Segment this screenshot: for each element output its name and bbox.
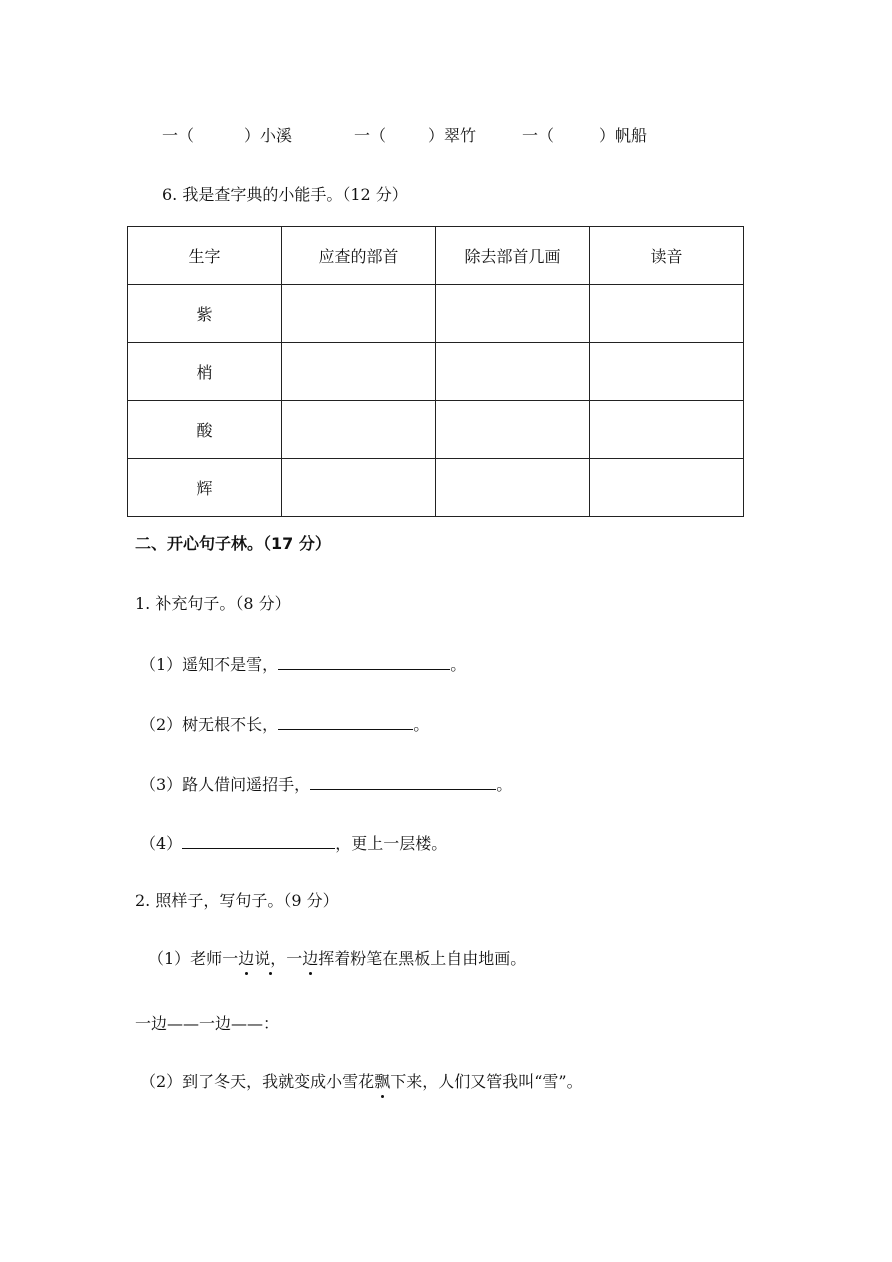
answer-cell[interactable] xyxy=(436,285,590,343)
sentence-prefix: （3）路人借问遥招手， xyxy=(140,775,311,794)
sentence-text: 一 xyxy=(222,949,239,968)
answer-cell[interactable] xyxy=(590,343,744,401)
measure-word-item-3 xyxy=(522,126,647,146)
table-header-cell: 生字 xyxy=(128,227,282,285)
table-row xyxy=(128,401,744,459)
table-row xyxy=(128,285,744,343)
table-header-cell: 应查的部首 xyxy=(282,227,436,285)
answer-cell[interactable] xyxy=(590,401,744,459)
measure-word-prefix: 一（ xyxy=(162,126,195,145)
table-header-cell: 除去部首几画 xyxy=(436,227,590,285)
emphasis-char: 边 xyxy=(238,949,255,968)
sentence-prefix: （2）树无根不长， xyxy=(140,715,279,734)
fill-sentence-3 xyxy=(140,773,512,795)
answer-cell[interactable] xyxy=(436,459,590,517)
measure-word-prefix: 一（ xyxy=(522,126,555,145)
sentence-suffix: 。 xyxy=(450,655,467,674)
table-header-cell: 读音 xyxy=(590,227,744,285)
answer-cell[interactable] xyxy=(282,459,436,517)
example-sentence-2 xyxy=(140,1072,583,1092)
measure-word-item-2 xyxy=(354,126,476,146)
table-char-cell: 紫 xyxy=(128,285,282,343)
measure-word-suffix: ）小溪 xyxy=(244,126,293,145)
dictionary-table xyxy=(127,226,744,517)
emphasis-char: 边 xyxy=(302,949,319,968)
answer-blank[interactable] xyxy=(182,832,335,849)
sentence-prefix: （1）遥知不是雪， xyxy=(140,655,279,674)
question-6-title: 6. 我是查字典的小能手。（12 分） xyxy=(162,185,408,204)
sentence-prefix: （4） xyxy=(140,834,183,853)
answer-blank[interactable] xyxy=(310,773,496,790)
answer-cell[interactable] xyxy=(282,285,436,343)
answer-cell[interactable] xyxy=(590,285,744,343)
pattern-line: 一边——一边——： xyxy=(135,1014,280,1033)
table-char-cell: 梢 xyxy=(128,343,282,401)
sentence-text: （2）到了冬天，我就变成小雪花 xyxy=(140,1072,375,1091)
measure-word-suffix: ）翠竹 xyxy=(428,126,477,145)
table-header-row xyxy=(128,227,744,285)
fill-sentence-1 xyxy=(140,653,466,675)
answer-blank[interactable] xyxy=(278,713,413,730)
part-2-title: 2. 照样子，写句子。（9 分） xyxy=(135,891,339,910)
table-char-cell: 酸 xyxy=(128,401,282,459)
answer-cell[interactable] xyxy=(436,401,590,459)
example-sentence-1 xyxy=(148,949,526,969)
answer-cell[interactable] xyxy=(436,343,590,401)
table-row xyxy=(128,343,744,401)
measure-word-suffix: ）帆船 xyxy=(599,126,648,145)
sentence-text: （1）老师 xyxy=(148,949,223,968)
sentence-suffix: 。 xyxy=(496,775,513,794)
answer-blank[interactable] xyxy=(278,653,450,670)
table-row xyxy=(128,459,744,517)
fill-sentence-2 xyxy=(140,713,429,735)
emphasis-char: 飘 xyxy=(374,1072,391,1091)
section-2-title: 二、开心句子林。（17 分） xyxy=(135,534,331,553)
part-1-title: 1. 补充句子。（8 分） xyxy=(135,594,291,613)
sentence-text: 一 xyxy=(286,949,303,968)
sentence-suffix: ，更上一层楼。 xyxy=(335,834,448,853)
sentence-text: 下来，人们又管我叫“雪”。 xyxy=(390,1072,583,1091)
sentence-text: 挥着粉笔在黑板上自由地画。 xyxy=(318,949,527,968)
measure-word-item-1 xyxy=(162,126,292,146)
table-char-cell: 辉 xyxy=(128,459,282,517)
answer-cell[interactable] xyxy=(282,401,436,459)
answer-cell[interactable] xyxy=(590,459,744,517)
answer-cell[interactable] xyxy=(282,343,436,401)
fill-sentence-4 xyxy=(140,832,447,854)
measure-word-prefix: 一（ xyxy=(354,126,387,145)
sentence-suffix: 。 xyxy=(413,715,430,734)
emphasis-char: 说， xyxy=(254,949,287,968)
